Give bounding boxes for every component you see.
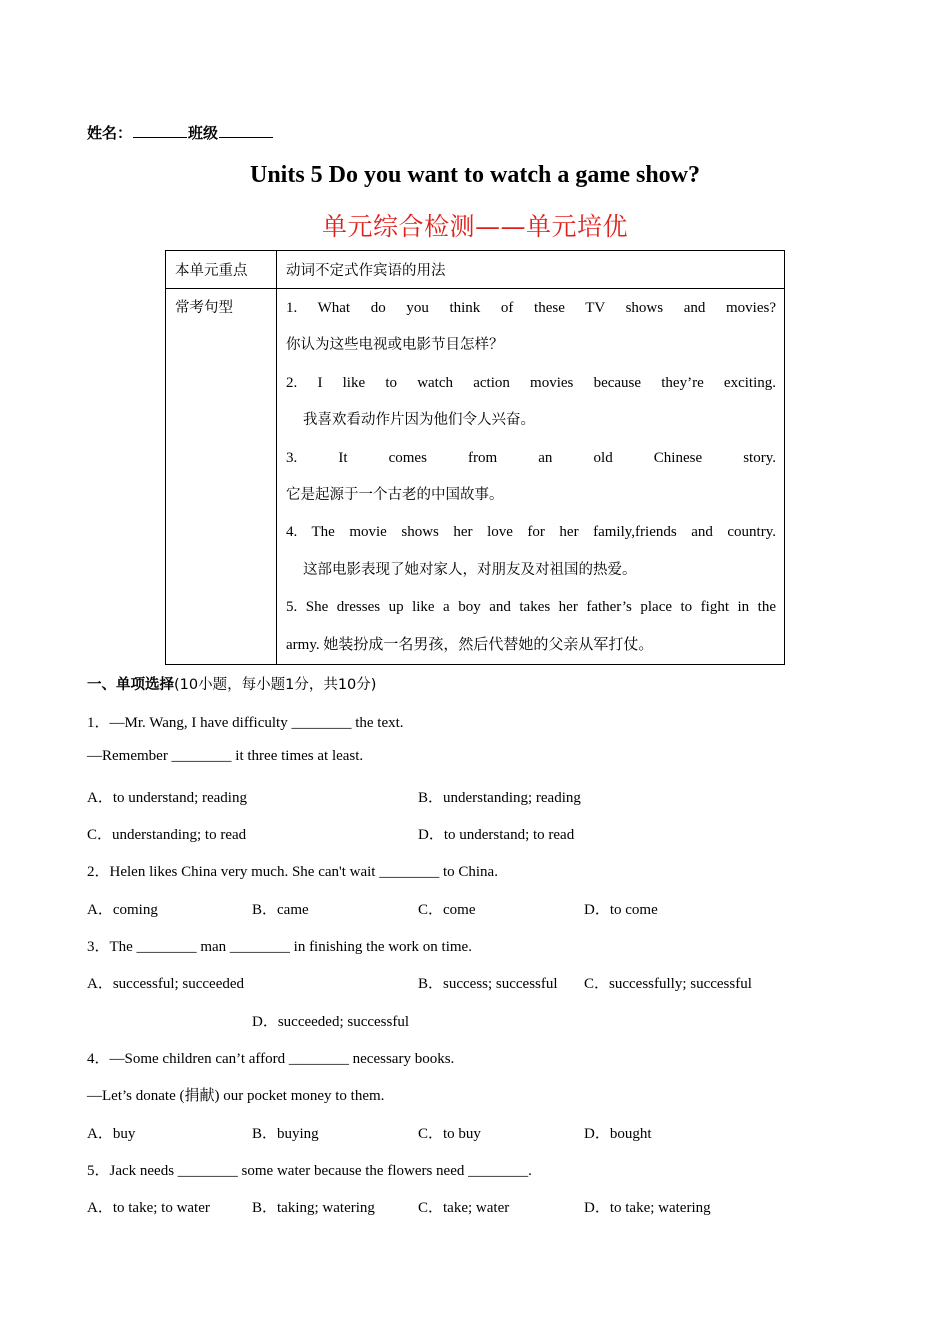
q2-option-a[interactable]: A．coming [87, 902, 158, 918]
q4-option-c[interactable]: C．to buy [418, 1126, 481, 1142]
q4-option-a[interactable]: A．buy [87, 1126, 136, 1142]
sentence-5-cn: army. 她装扮成一名男孩，然后代替她的父亲从军打仗。 [286, 636, 654, 653]
q4-option-d[interactable]: D．bought [584, 1126, 652, 1142]
sentences-label: 常考句型 [175, 300, 233, 316]
key-point-value-cell [277, 251, 785, 289]
sentences-cell [277, 289, 785, 665]
q3-option-c[interactable]: C．successfully; successful [584, 976, 752, 992]
name-label: 姓名： [87, 124, 133, 142]
page-title: Units 5 Do you want to watch a game show? [249, 162, 700, 188]
q2-option-d[interactable]: D．to come [584, 902, 658, 918]
class-blank[interactable] [219, 123, 273, 138]
q1-stem-1: 1．—Mr. Wang, I have difficulty ________ the text. [87, 715, 404, 731]
q5-stem: 5．Jack needs ________ some water because the flowers need ________. [87, 1163, 532, 1179]
class-label: 班级 [188, 124, 219, 142]
q3-option-d[interactable]: D．succeeded; successful [252, 1014, 410, 1030]
q4-option-b[interactable]: B．buying [252, 1126, 319, 1142]
q5-option-c[interactable]: C．take; water [418, 1200, 510, 1216]
section-1-title: 一、单项选择 [87, 677, 174, 693]
sentence-2-en: 2. I like to watch action movies because they’re exciting. [286, 374, 776, 391]
page-subtitle: 单元综合检测——单元培优 [321, 212, 628, 241]
q5-option-b[interactable]: B．taking; watering [252, 1200, 375, 1216]
sentence-2-cn: 我喜欢看动作片因为他们令人兴奋。 [303, 412, 535, 429]
q1-option-a[interactable]: A．to understand; reading [87, 790, 247, 806]
q3-option-a[interactable]: A．successful; succeeded [87, 976, 245, 992]
sentence-4-cn: 这部电影表现了她对家人，对朋友及对祖国的热爱。 [303, 561, 637, 578]
summary-table [165, 250, 785, 665]
q1-option-b[interactable]: B．understanding; reading [418, 790, 581, 806]
key-point-label: 本单元重点 [175, 263, 248, 279]
q1-option-c[interactable]: C．understanding; to read [87, 827, 247, 843]
q2-option-c[interactable]: C．come [418, 902, 476, 918]
q3-option-b[interactable]: B．success; successful [418, 976, 558, 992]
section-1-heading [87, 673, 376, 694]
q1-stem-2: —Remember ________ it three times at least. [87, 748, 364, 764]
sentence-5-en: 5. She dresses up like a boy and takes her father’s place to fight in the [286, 599, 776, 616]
q4-stem-2: —Let’s donate (捐献) our pocket money to them. [87, 1088, 385, 1104]
key-point-label-cell [166, 251, 277, 289]
key-point-value: 动词不定式作宾语的用法 [286, 263, 446, 279]
key-point-row [166, 251, 785, 289]
q4-stem-1: 4．—Some children can’t afford ________ necessary books. [87, 1051, 455, 1067]
sentences-label-cell [166, 289, 277, 665]
name-blank[interactable] [133, 123, 187, 138]
sentences-row [166, 289, 785, 665]
sentence-3-en: 3. It comes from an old Chinese story. [286, 449, 776, 466]
q1-option-d[interactable]: D．to understand; to read [418, 827, 575, 843]
q5-option-d[interactable]: D．to take; watering [584, 1200, 711, 1216]
q2-stem: 2．Helen likes China very much. She can't wait ________ to China. [87, 864, 498, 880]
sentence-1-en: 1. What do you think of these TV shows and movies? [286, 300, 776, 316]
q5-option-a[interactable]: A．to take; to water [87, 1200, 210, 1216]
name-class-line [87, 122, 274, 143]
sentence-3-cn: 它是起源于一个古老的中国故事。 [286, 486, 504, 503]
sentence-1-cn: 你认为这些电视或电影节目怎样？ [286, 337, 504, 354]
q2-option-b[interactable]: B．came [252, 902, 309, 918]
q3-stem: 3．The ________ man ________ in finishing the work on time. [87, 939, 472, 955]
sentence-4-en: 4. The movie shows her love for her family,friends and country. [286, 524, 776, 541]
section-1-detail: (10小题，每小题1分，共10分) [174, 677, 377, 693]
